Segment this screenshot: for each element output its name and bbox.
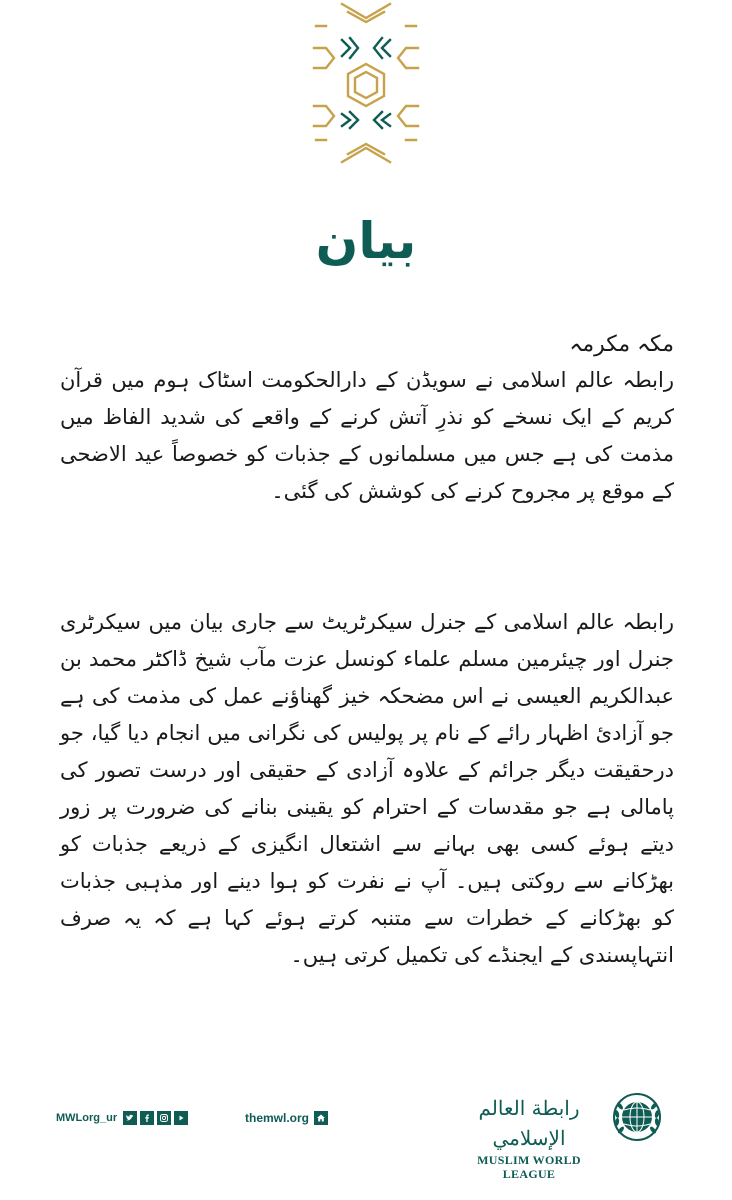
page-title: بیان [315,212,417,270]
website-url[interactable]: themwl.org [245,1111,310,1125]
home-icon[interactable] [314,1111,328,1125]
geometric-ornament [312,0,420,166]
instagram-icon[interactable] [157,1111,171,1125]
social-links [56,1109,191,1127]
twitter-icon[interactable] [123,1111,137,1125]
dateline: مکہ مکرمہ [569,332,674,357]
website-link [245,1109,331,1127]
youtube-icon[interactable] [174,1111,188,1125]
statement-paragraph-2: رابطہ عالم اسلامی کے جنرل سیکرٹریٹ سے جاری بیان میں سیکرٹری جنرل اور چیئرمین مسلم علماء کونسل عزت مآب شیخ ڈاکٹر محمد بن عبدالکریم العیسی نے اس مضحکہ خیز گھناؤنے عمل کی مذمت کی ہے جو آزادئ اظہار رائے کے نام پر پولیس کی نگرانی میں انجام دیا گیا، جو درحقیقت دیگر جرائم کے علاوہ آزادی کے حقیقی اور درست تصور کی پامالی ہے جو مقدسات کے احترام کو یقینی بنانے کی ضرورت پر زور دیتے ہوئے کسی بھی بہانے سے اشتعال انگیزی کے ذریعے جذبات کو بھڑکانے سے روکتی ہیں۔ آپ نے نفرت کو ہوا دینے اور مذہبی جذبات کو بھڑکانے کے خطرات سے متنبہ کرتے ہوئے کہا ہے کہ یہ صرف انتہاپسندی کے ایجنڈے کی تکمیل کرتی ہیں۔ [60,610,674,967]
facebook-icon[interactable] [140,1111,154,1125]
globe-emblem-icon [612,1092,662,1142]
statement-paragraph-1: رابطہ عالم اسلامی نے سویڈن کے دارالحکومت اسٹاک ہوم میں قرآن کریم کے ایک نسخے کو نذرِ آتش کرنے کے واقعے کی شدید الفاظ میں مذمت کی ہے جس میں مسلمانوں کے جذبات کو خصوصاً عید الاضحی کے موقع پر مجروح کرنے کی کوشش کی گئی۔ [60,368,674,503]
org-name-english: MUSLIM WORLD LEAGUE [477,1153,581,1181]
org-logo-text [452,1093,606,1181]
social-handle[interactable]: MWLorg_ur [56,1112,118,1124]
org-name-arabic: رابطة العالم الإسلامي [478,1096,580,1150]
